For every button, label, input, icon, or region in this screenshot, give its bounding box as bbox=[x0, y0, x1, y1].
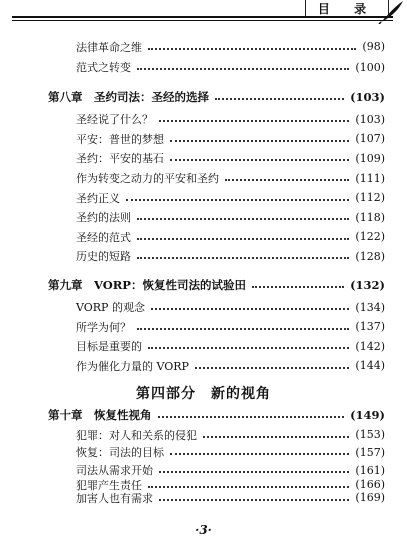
toc-entry[interactable]: 目标是重要的 (142) bbox=[76, 339, 385, 354]
header-rule-thin bbox=[12, 20, 393, 21]
leader-dots bbox=[159, 120, 349, 122]
leader-dots bbox=[195, 367, 349, 369]
leader-dots bbox=[148, 48, 356, 50]
toc-entry[interactable]: VORP 的观念 (134) bbox=[76, 300, 385, 315]
toc-entry[interactable]: 所学为何？ (137) bbox=[76, 320, 385, 334]
toc-entry[interactable]: 圣经的范式 (122) bbox=[76, 230, 385, 244]
leader-dots bbox=[225, 179, 349, 181]
leader-dots bbox=[159, 499, 349, 501]
toc-entry[interactable]: 历史的短路 (128) bbox=[76, 249, 385, 264]
toc-entry[interactable]: 圣约正义 (112) bbox=[76, 191, 385, 205]
leader-dots bbox=[137, 328, 349, 330]
leader-dots bbox=[137, 218, 349, 220]
leader-dots bbox=[203, 436, 349, 438]
toc-entry[interactable]: 犯罪：对人和关系的侵犯 (153) bbox=[76, 428, 385, 442]
toc-entry[interactable]: 犯罪产生责任 (166) bbox=[76, 478, 385, 492]
leader-dots bbox=[252, 286, 344, 288]
leader-dots bbox=[159, 471, 349, 473]
toc-entry[interactable]: 司法从需求开始 (161) bbox=[76, 463, 385, 478]
leader-dots bbox=[148, 486, 349, 488]
leader-dots bbox=[158, 416, 345, 418]
leader-dots bbox=[151, 308, 349, 310]
quill-pen-icon bbox=[377, 0, 405, 24]
toc-entry[interactable]: 恢复：司法的目标 (157) bbox=[76, 445, 385, 460]
leader-dots bbox=[148, 347, 349, 349]
toc-entry[interactable]: 作为催化力量的 VORP (144) bbox=[76, 359, 385, 373]
leader-dots bbox=[215, 98, 344, 100]
toc-entry[interactable]: 平安：普世的梦想 (107) bbox=[76, 132, 385, 146]
header-title: 目 录 bbox=[305, 0, 389, 16]
toc-entry[interactable]: 范式之转变 (100) bbox=[76, 60, 385, 75]
toc-entry[interactable]: 圣经说了什么？ (103) bbox=[76, 112, 385, 127]
toc-chapter-9[interactable]: 第九章 VORP：恢复性司法的试验田 (132) bbox=[48, 277, 385, 292]
toc-chapter-8[interactable]: 第八章 圣约司法：圣经的选择 (103) bbox=[48, 90, 385, 105]
toc-entry[interactable]: 圣约的法则 (118) bbox=[76, 210, 385, 225]
leader-dots bbox=[126, 199, 349, 201]
leader-dots bbox=[137, 68, 349, 70]
toc-entry[interactable]: 加害人也有需求 (169) bbox=[76, 491, 385, 505]
page-folio: ·3· bbox=[195, 523, 212, 537]
toc-chapter-10[interactable]: 第十章 恢复性视角 (149) bbox=[48, 408, 385, 423]
toc-entry[interactable]: 圣约：平安的基石 (109) bbox=[76, 151, 385, 166]
leader-dots bbox=[170, 453, 349, 455]
leader-dots bbox=[170, 159, 349, 161]
leader-dots bbox=[137, 257, 349, 259]
toc-entry[interactable]: 法律革命之维 (98) bbox=[76, 40, 385, 54]
toc-entry[interactable]: 作为转变之动力的平安和圣约 (111) bbox=[76, 171, 385, 185]
header-rule bbox=[12, 16, 393, 18]
part-heading: 第四部分 新的视角 bbox=[136, 385, 271, 402]
leader-dots bbox=[170, 140, 349, 142]
leader-dots bbox=[137, 238, 349, 240]
